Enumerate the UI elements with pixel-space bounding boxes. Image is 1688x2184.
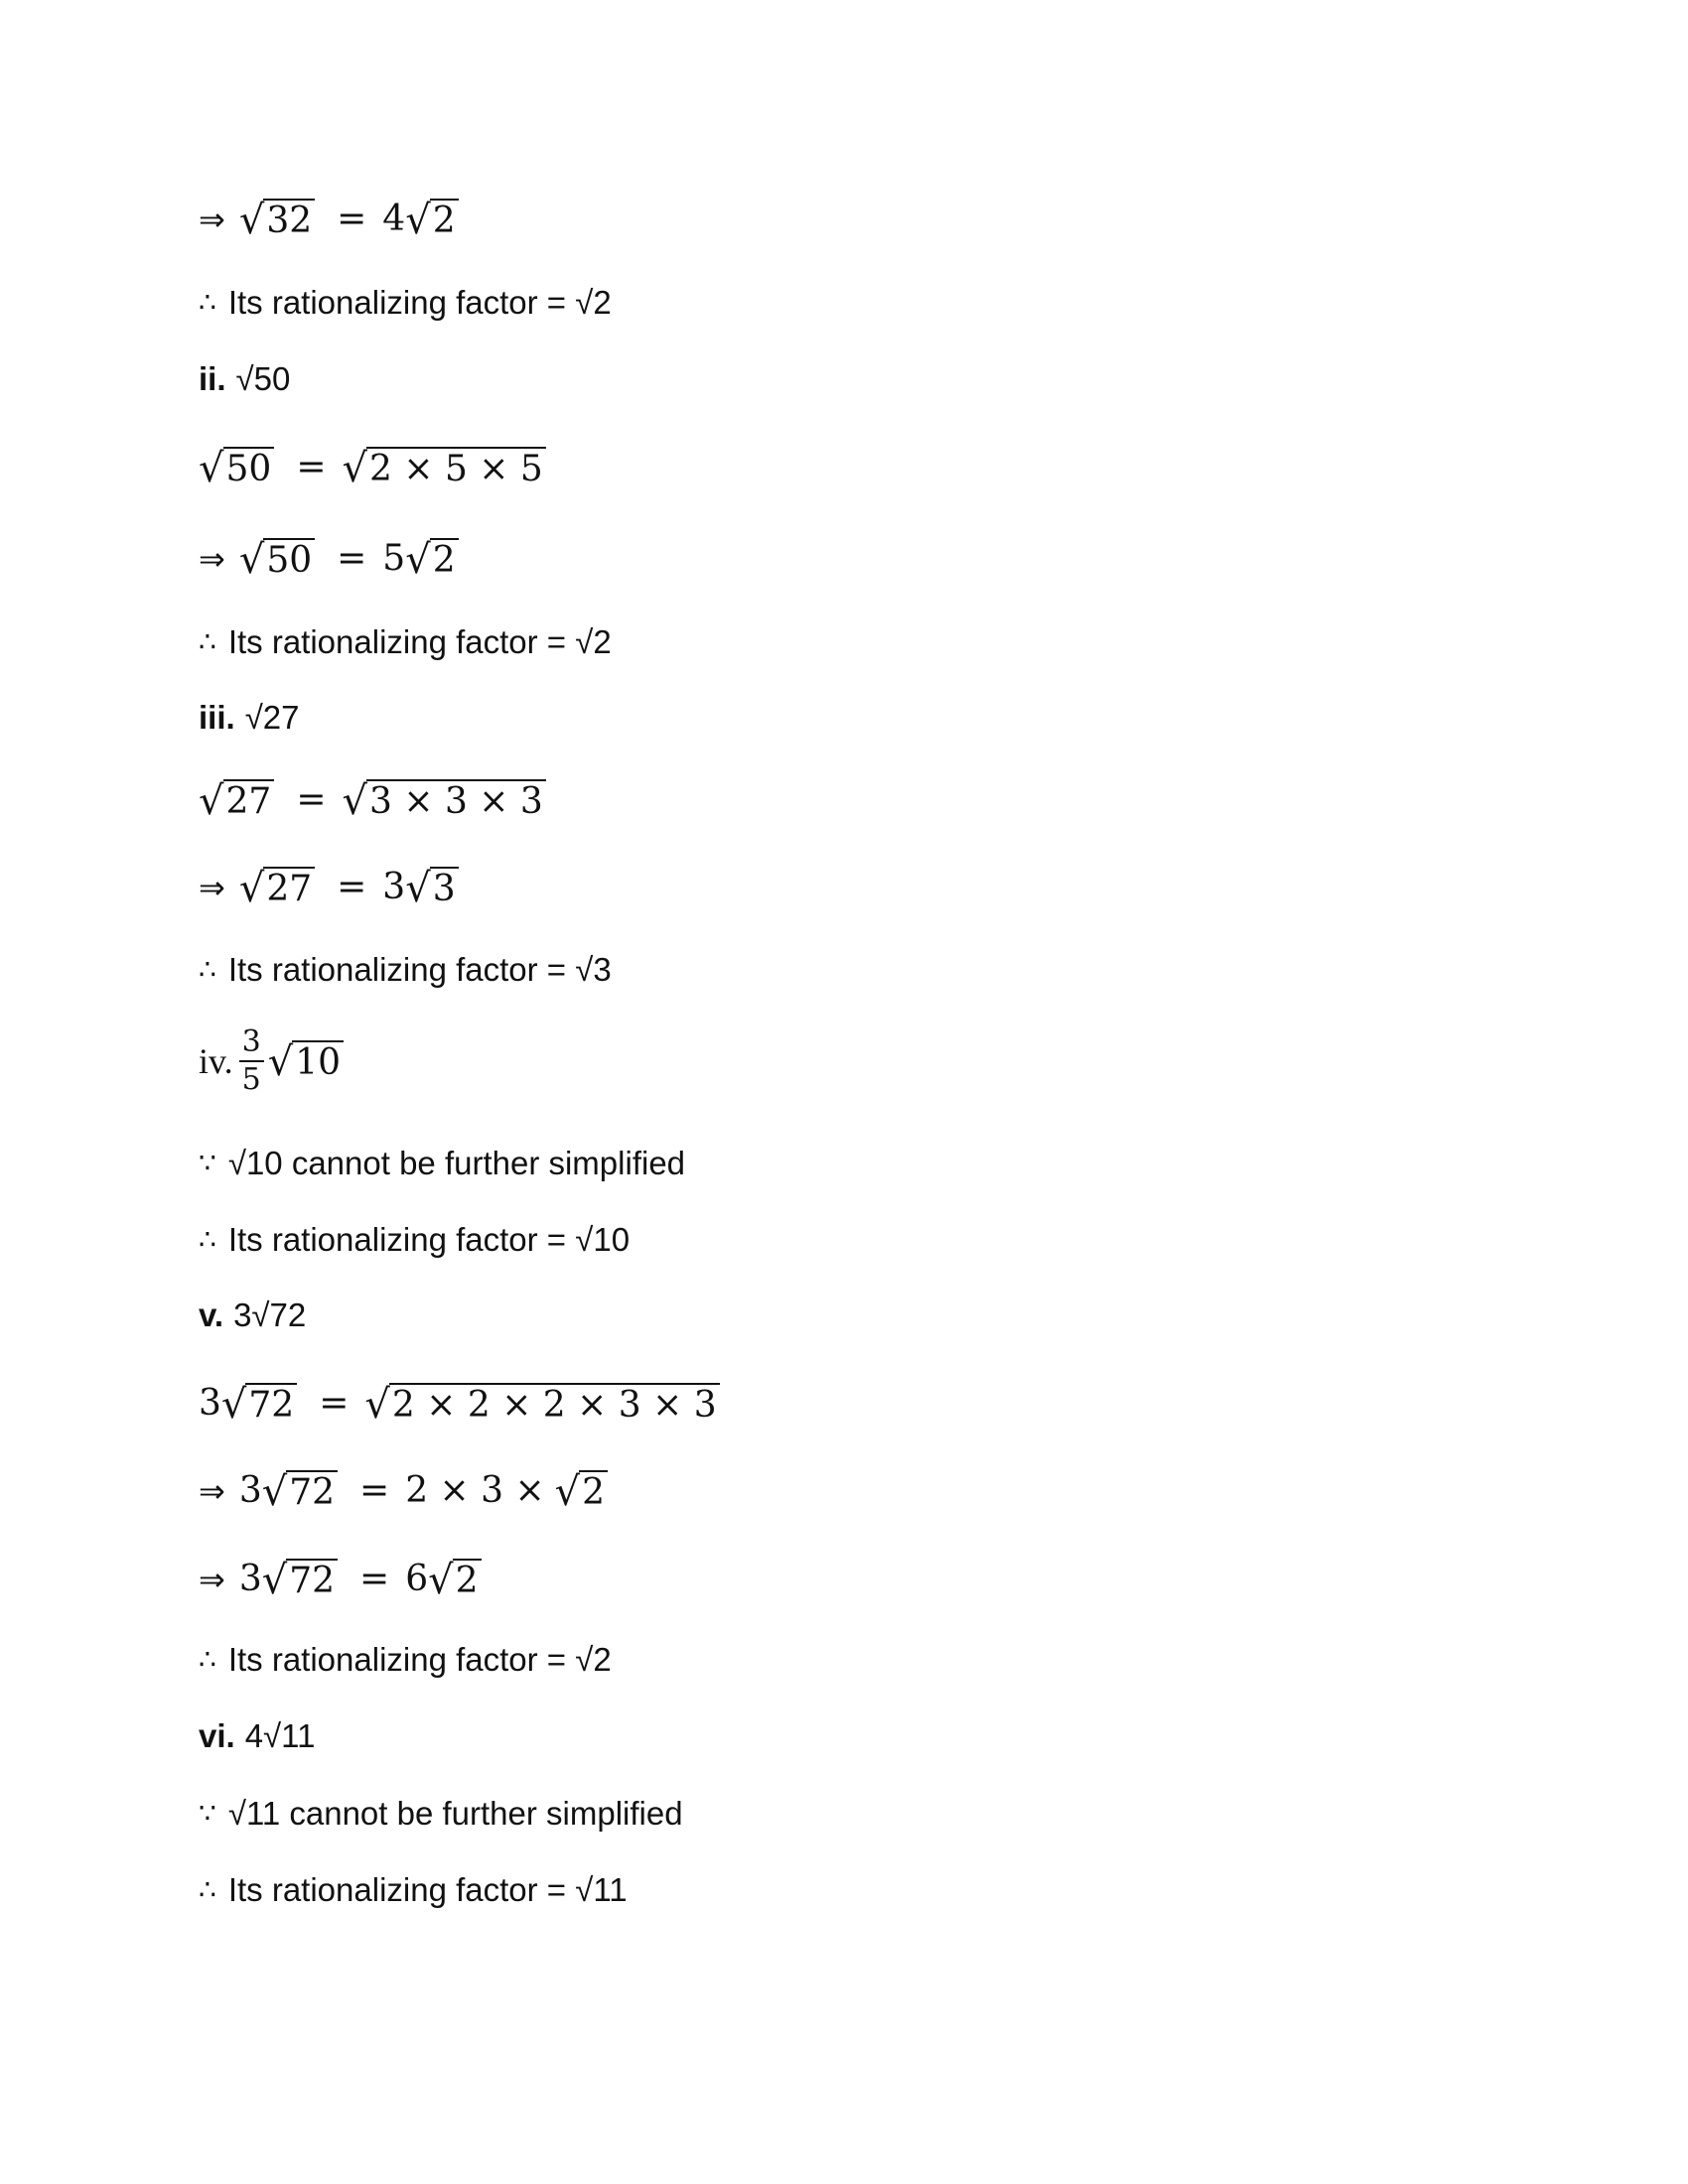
item-v-heading [199, 1298, 306, 1331]
implies-symbol: ⇒ [199, 1471, 225, 1510]
surd: √ 72 [221, 1383, 297, 1425]
note-vi: ∵ √11 cannot be further simplified [199, 1795, 683, 1832]
because-symbol: ∵ [199, 1796, 216, 1830]
item-label: iii. [199, 699, 235, 736]
rationalizing-factor-v: ∴ Its rationalizing factor = √2 [199, 1641, 612, 1678]
item-vi-heading [199, 1719, 315, 1752]
equals-sign: = [359, 1469, 390, 1511]
rationalizing-factor-ii: ∴ Its rationalizing factor = √2 [199, 623, 612, 660]
equation-v-step-3 [199, 1557, 482, 1603]
rationalizing-factor-vi: ∴ Its rationalizing factor = √11 [199, 1871, 628, 1908]
coefficient: 3 [238, 1469, 262, 1511]
surd: √ 50 [239, 538, 315, 580]
surd: √ 3 [405, 867, 458, 908]
item-label: iv. [199, 1041, 233, 1081]
surd: √ 32 [239, 199, 315, 240]
surd: √ 27 [199, 779, 274, 821]
equals-sign: = [319, 1382, 350, 1424]
surd: √ 10 [268, 1040, 344, 1082]
implies-symbol: ⇒ [199, 1560, 225, 1598]
surd: √ 2 [428, 1559, 481, 1600]
item-title: √50 [235, 360, 291, 397]
item-label: v. [199, 1297, 224, 1333]
surd: √ 2 [405, 538, 458, 580]
surd: √ 2 × 5 × 5 [342, 447, 545, 488]
rationalizing-factor-i: ∴ Its rationalizing factor = √2 [199, 284, 612, 321]
fraction-numerator: 3 [239, 1027, 264, 1062]
equation-iii-step-1 [199, 777, 546, 824]
implies-symbol: ⇒ [199, 539, 225, 578]
therefore-symbol: ∴ [199, 952, 216, 986]
surd: √ 72 [262, 1470, 338, 1512]
coefficient: 6 [405, 1558, 429, 1599]
equation-ii-step-2 [199, 536, 459, 583]
equation-ii-step-1 [199, 445, 546, 491]
coefficient: 5 [382, 537, 406, 579]
therefore-symbol: ∴ [199, 1872, 216, 1906]
item-iv-heading [199, 1024, 344, 1097]
surd: √ 2 [405, 199, 458, 240]
coefficient: 3 [382, 866, 406, 907]
equals-sign: = [337, 537, 367, 579]
equation-i-step-2 [199, 197, 459, 243]
item-title: √27 [244, 699, 300, 736]
therefore-symbol: ∴ [199, 624, 216, 658]
coefficient: 3 [238, 1558, 262, 1599]
item-label: ii. [199, 360, 226, 397]
item-iii-heading [199, 701, 300, 734]
equals-sign: = [296, 446, 327, 487]
fraction-denominator: 5 [241, 1062, 261, 1097]
equation-v-step-1 [199, 1381, 720, 1428]
therefore-symbol: ∴ [199, 285, 216, 319]
therefore-symbol: ∴ [199, 1642, 216, 1676]
surd: √ 3 × 3 × 3 [342, 779, 545, 821]
surd: √ 72 [262, 1559, 338, 1600]
equation-v-step-2 [199, 1468, 608, 1515]
surd: √ 2 × 2 × 2 × 3 × 3 [364, 1383, 719, 1425]
item-title: 4√11 [244, 1717, 316, 1754]
item-label: vi. [199, 1717, 235, 1754]
equation-iii-step-2 [199, 865, 459, 911]
surd: √ 27 [239, 867, 315, 908]
fraction [239, 1024, 264, 1097]
equals-sign: = [296, 778, 327, 820]
rationalizing-factor-iv: ∴ Its rationalizing factor = √10 [199, 1221, 631, 1258]
equals-sign: = [337, 198, 367, 239]
surd: √ 50 [199, 447, 274, 488]
rationalizing-factor-iii: ∴ Its rationalizing factor = √3 [199, 951, 612, 988]
item-title: 3√72 [233, 1297, 307, 1333]
coefficient: 3 [199, 1382, 221, 1424]
surd: √ 2 [555, 1470, 608, 1512]
equals-sign: = [359, 1558, 390, 1599]
implies-symbol: ⇒ [199, 868, 225, 906]
because-symbol: ∵ [199, 1146, 216, 1179]
therefore-symbol: ∴ [199, 1222, 216, 1256]
note-iv: ∵ √10 cannot be further simplified [199, 1145, 686, 1181]
item-ii-heading [199, 362, 290, 395]
implies-symbol: ⇒ [199, 200, 225, 238]
product-expression: 2 × 3 × [405, 1469, 545, 1511]
equals-sign: = [337, 866, 367, 907]
coefficient: 4 [382, 198, 406, 239]
